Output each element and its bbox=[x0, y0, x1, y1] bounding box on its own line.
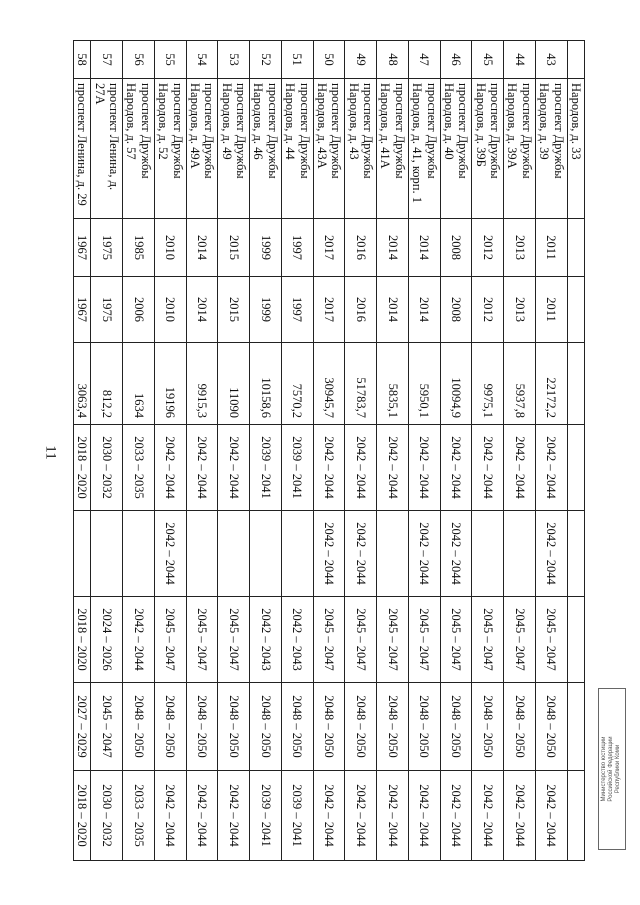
repair-period-3: 2042 – 2044 bbox=[123, 597, 155, 683]
area-cell: 22172,2 bbox=[535, 343, 567, 425]
repair-period-1: 2042 – 2044 bbox=[313, 425, 345, 511]
commission-year-cell: 2014 bbox=[186, 277, 218, 343]
table-row bbox=[472, 41, 504, 861]
repair-period-4: 2048 – 2050 bbox=[504, 683, 536, 771]
repair-period-5: 2039 – 2041 bbox=[281, 771, 313, 861]
repair-period-4 bbox=[567, 683, 584, 771]
table-row bbox=[154, 41, 186, 861]
table-row bbox=[186, 41, 218, 861]
row-number: 47 bbox=[408, 41, 440, 79]
address-cell: проспект Дружбы Народов, д. 40 bbox=[440, 79, 472, 219]
repair-period-5: 2042 – 2044 bbox=[408, 771, 440, 861]
repair-period-5: 2042 – 2044 bbox=[377, 771, 409, 861]
area-cell: 9915,3 bbox=[186, 343, 218, 425]
repair-period-3: 2045 – 2047 bbox=[504, 597, 536, 683]
repair-period-1: 2042 – 2044 bbox=[154, 425, 186, 511]
row-number: 53 bbox=[218, 41, 250, 79]
area-cell: 10094,9 bbox=[440, 343, 472, 425]
housing-repair-schedule-table bbox=[73, 40, 585, 861]
commission-year-cell: 2014 bbox=[377, 277, 409, 343]
table-row bbox=[345, 41, 377, 861]
repair-period-4: 2048 – 2050 bbox=[377, 683, 409, 771]
repair-period-2: 2042 – 2044 bbox=[440, 511, 472, 597]
page-number: 11 bbox=[42, 445, 59, 460]
repair-period-1: 2030 – 2032 bbox=[91, 425, 123, 511]
table-row bbox=[218, 41, 250, 861]
build-year-cell: 2014 bbox=[408, 219, 440, 277]
area-cell bbox=[567, 343, 584, 425]
build-year-cell: 2014 bbox=[186, 219, 218, 277]
address-cell: проспект Дружбы Народов, д. 39А bbox=[504, 79, 536, 219]
row-number: 49 bbox=[345, 41, 377, 79]
repair-period-5: 2042 – 2044 bbox=[472, 771, 504, 861]
commission-year-cell bbox=[567, 277, 584, 343]
address-cell: проспект Дружбы Народов, д. 41А bbox=[377, 79, 409, 219]
commission-year-cell: 2010 bbox=[154, 277, 186, 343]
row-number: 50 bbox=[313, 41, 345, 79]
build-year-cell: 2016 bbox=[345, 219, 377, 277]
repair-period-1: 2042 – 2044 bbox=[186, 425, 218, 511]
repair-period-5: 2018 – 2020 bbox=[74, 771, 91, 861]
repair-period-4: 2048 – 2050 bbox=[345, 683, 377, 771]
table-row bbox=[281, 41, 313, 861]
repair-period-3: 2045 – 2047 bbox=[535, 597, 567, 683]
table-row bbox=[504, 41, 536, 861]
repair-period-4: 2048 – 2050 bbox=[313, 683, 345, 771]
row-number: 55 bbox=[154, 41, 186, 79]
build-year-cell: 1967 bbox=[74, 219, 91, 277]
repair-period-5: 2039 – 2041 bbox=[250, 771, 282, 861]
row-number: 48 bbox=[377, 41, 409, 79]
repair-period-2 bbox=[250, 511, 282, 597]
area-cell: 10158,6 bbox=[250, 343, 282, 425]
build-year-cell bbox=[567, 219, 584, 277]
commission-year-cell: 2011 bbox=[535, 277, 567, 343]
repair-period-2: 2042 – 2044 bbox=[408, 511, 440, 597]
area-cell: 5835,1 bbox=[377, 343, 409, 425]
build-year-cell: 1999 bbox=[250, 219, 282, 277]
table-row bbox=[377, 41, 409, 861]
area-cell: 3063,4 bbox=[74, 343, 91, 425]
commission-year-cell: 2015 bbox=[218, 277, 250, 343]
repair-period-5: 2042 – 2044 bbox=[345, 771, 377, 861]
repair-period-4: 2048 – 2050 bbox=[218, 683, 250, 771]
address-cell: проспект Дружбы Народов, д. 43А bbox=[313, 79, 345, 219]
address-cell: проспект Дружбы Народов, д. 49А bbox=[186, 79, 218, 219]
area-cell: 812,2 bbox=[91, 343, 123, 425]
repair-period-1: 2042 – 2044 bbox=[440, 425, 472, 511]
table-row bbox=[408, 41, 440, 861]
commission-year-cell: 1975 bbox=[91, 277, 123, 343]
repair-period-4: 2048 – 2050 bbox=[154, 683, 186, 771]
table-row bbox=[91, 41, 123, 861]
repair-period-3: 2045 – 2047 bbox=[186, 597, 218, 683]
repair-period-3 bbox=[567, 597, 584, 683]
repair-period-4: 2048 – 2050 bbox=[535, 683, 567, 771]
repair-period-5: 2042 – 2044 bbox=[504, 771, 536, 861]
repair-period-5: 2042 – 2044 bbox=[313, 771, 345, 861]
commission-year-cell: 1997 bbox=[281, 277, 313, 343]
commission-year-cell: 1999 bbox=[250, 277, 282, 343]
table-row bbox=[313, 41, 345, 861]
commission-year-cell: 2017 bbox=[313, 277, 345, 343]
repair-period-2 bbox=[472, 511, 504, 597]
row-number: 44 bbox=[504, 41, 536, 79]
registration-stamp bbox=[598, 688, 626, 850]
repair-period-5: 2042 – 2044 bbox=[154, 771, 186, 861]
repair-period-3: 2045 – 2047 bbox=[345, 597, 377, 683]
build-year-cell: 1975 bbox=[91, 219, 123, 277]
repair-period-1: 2042 – 2044 bbox=[408, 425, 440, 511]
row-number: 51 bbox=[281, 41, 313, 79]
repair-period-2 bbox=[123, 511, 155, 597]
repair-period-2 bbox=[281, 511, 313, 597]
repair-period-1: 2042 – 2044 bbox=[377, 425, 409, 511]
repair-period-2 bbox=[567, 511, 584, 597]
area-cell: 19196 bbox=[154, 343, 186, 425]
build-year-cell: 2015 bbox=[218, 219, 250, 277]
commission-year-cell: 2006 bbox=[123, 277, 155, 343]
row-number: 58 bbox=[74, 41, 91, 79]
repair-period-5 bbox=[567, 771, 584, 861]
repair-period-2: 2042 – 2044 bbox=[345, 511, 377, 597]
repair-period-5: 2042 – 2044 bbox=[186, 771, 218, 861]
build-year-cell: 2014 bbox=[377, 219, 409, 277]
repair-period-4: 2048 – 2050 bbox=[186, 683, 218, 771]
repair-period-1: 2042 – 2044 bbox=[504, 425, 536, 511]
repair-period-2 bbox=[186, 511, 218, 597]
repair-period-4: 2045 – 2047 bbox=[91, 683, 123, 771]
repair-period-5: 2042 – 2044 bbox=[218, 771, 250, 861]
table-row bbox=[535, 41, 567, 861]
area-cell: 7570,2 bbox=[281, 343, 313, 425]
address-cell: проспект Дружбы Народов, д. 41, корп. 1 bbox=[408, 79, 440, 219]
commission-year-cell: 1967 bbox=[74, 277, 91, 343]
repair-period-5: 2033 – 2035 bbox=[123, 771, 155, 861]
repair-period-5: 2042 – 2044 bbox=[535, 771, 567, 861]
repair-period-2 bbox=[91, 511, 123, 597]
address-cell: проспект Дружбы Народов, д. 46 bbox=[250, 79, 282, 219]
repair-period-1: 2042 – 2044 bbox=[345, 425, 377, 511]
repair-period-5: 2042 – 2044 bbox=[440, 771, 472, 861]
stamp-text bbox=[601, 692, 623, 846]
repair-period-2: 2042 – 2044 bbox=[535, 511, 567, 597]
area-cell: 30945,7 bbox=[313, 343, 345, 425]
repair-period-2 bbox=[218, 511, 250, 597]
commission-year-cell: 2008 bbox=[440, 277, 472, 343]
commission-year-cell: 2016 bbox=[345, 277, 377, 343]
build-year-cell: 2013 bbox=[504, 219, 536, 277]
table-row bbox=[123, 41, 155, 861]
repair-period-1: 2042 – 2044 bbox=[218, 425, 250, 511]
stamp-line: Российской Федерации bbox=[608, 736, 615, 802]
row-number: 54 bbox=[186, 41, 218, 79]
repair-period-4: 2048 – 2050 bbox=[472, 683, 504, 771]
area-cell: 9975,1 bbox=[472, 343, 504, 425]
repair-period-3: 2045 – 2047 bbox=[440, 597, 472, 683]
build-year-cell: 1985 bbox=[123, 219, 155, 277]
repair-period-4: 2027 – 2029 bbox=[74, 683, 91, 771]
stamp-line: Республики Коми bbox=[615, 744, 622, 794]
area-cell: 5950,1 bbox=[408, 343, 440, 425]
build-year-cell: 2011 bbox=[535, 219, 567, 277]
build-year-cell: 2008 bbox=[440, 219, 472, 277]
table-row bbox=[250, 41, 282, 861]
address-cell: Народов, д. 33 bbox=[567, 79, 584, 219]
row-number: 45 bbox=[472, 41, 504, 79]
build-year-cell: 2012 bbox=[472, 219, 504, 277]
repair-period-3: 2045 – 2047 bbox=[313, 597, 345, 683]
area-cell: 5937,8 bbox=[504, 343, 536, 425]
repair-period-1: 2033 – 2035 bbox=[123, 425, 155, 511]
area-cell: 1634 bbox=[123, 343, 155, 425]
repair-period-2 bbox=[504, 511, 536, 597]
stamp-line: Министерство юстиции bbox=[601, 736, 608, 802]
repair-period-2 bbox=[74, 511, 91, 597]
repair-period-1: 2042 – 2044 bbox=[535, 425, 567, 511]
repair-period-4: 2048 – 2050 bbox=[408, 683, 440, 771]
repair-period-3: 2045 – 2047 bbox=[472, 597, 504, 683]
address-cell: проспект Дружбы Народов, д. 39Б bbox=[472, 79, 504, 219]
address-cell: проспект Дружбы Народов, д. 49 bbox=[218, 79, 250, 219]
repair-period-3: 2045 – 2047 bbox=[377, 597, 409, 683]
address-cell: проспект Дружбы Народов, д. 43 bbox=[345, 79, 377, 219]
repair-period-1: 2039 – 2041 bbox=[250, 425, 282, 511]
table-row bbox=[440, 41, 472, 861]
row-number: 56 bbox=[123, 41, 155, 79]
commission-year-cell: 2012 bbox=[472, 277, 504, 343]
repair-period-4: 2048 – 2050 bbox=[250, 683, 282, 771]
repair-period-3: 2024 – 2026 bbox=[91, 597, 123, 683]
repair-period-1: 2039 – 2041 bbox=[281, 425, 313, 511]
repair-period-3: 2045 – 2047 bbox=[218, 597, 250, 683]
repair-period-3: 2045 – 2047 bbox=[408, 597, 440, 683]
address-cell: проспект Ленина, д. 27А bbox=[91, 79, 123, 219]
table-viewport bbox=[75, 40, 585, 860]
area-cell: 11090 bbox=[218, 343, 250, 425]
address-cell: проспект Дружбы Народов, д. 39 bbox=[535, 79, 567, 219]
address-cell: проспект Дружбы Народов, д. 57 bbox=[123, 79, 155, 219]
repair-period-1 bbox=[567, 425, 584, 511]
area-cell: 51783,7 bbox=[345, 343, 377, 425]
table-row bbox=[567, 41, 584, 861]
repair-period-3: 2045 – 2047 bbox=[154, 597, 186, 683]
row-number: 43 bbox=[535, 41, 567, 79]
repair-period-1: 2042 – 2044 bbox=[472, 425, 504, 511]
repair-period-3: 2042 – 2043 bbox=[281, 597, 313, 683]
address-cell: проспект Ленина, д. 29 bbox=[74, 79, 91, 219]
row-number: 57 bbox=[91, 41, 123, 79]
commission-year-cell: 2013 bbox=[504, 277, 536, 343]
build-year-cell: 1997 bbox=[281, 219, 313, 277]
repair-period-1: 2018 – 2020 bbox=[74, 425, 91, 511]
repair-period-4: 2048 – 2050 bbox=[281, 683, 313, 771]
row-number bbox=[567, 41, 584, 79]
rotated-table-container bbox=[75, 40, 585, 860]
build-year-cell: 2010 bbox=[154, 219, 186, 277]
row-number: 52 bbox=[250, 41, 282, 79]
repair-period-2 bbox=[377, 511, 409, 597]
build-year-cell: 2017 bbox=[313, 219, 345, 277]
address-cell: проспект Дружбы Народов, д. 44 bbox=[281, 79, 313, 219]
address-cell: проспект Дружбы Народов, д. 52 bbox=[154, 79, 186, 219]
repair-period-2: 2042 – 2044 bbox=[313, 511, 345, 597]
repair-period-4: 2048 – 2050 bbox=[123, 683, 155, 771]
repair-period-5: 2030 – 2032 bbox=[91, 771, 123, 861]
repair-period-3: 2042 – 2043 bbox=[250, 597, 282, 683]
repair-period-2: 2042 – 2044 bbox=[154, 511, 186, 597]
table-body bbox=[74, 41, 585, 861]
table-row bbox=[74, 41, 91, 861]
repair-period-4: 2048 – 2050 bbox=[440, 683, 472, 771]
commission-year-cell: 2014 bbox=[408, 277, 440, 343]
row-number: 46 bbox=[440, 41, 472, 79]
repair-period-3: 2018 – 2020 bbox=[74, 597, 91, 683]
